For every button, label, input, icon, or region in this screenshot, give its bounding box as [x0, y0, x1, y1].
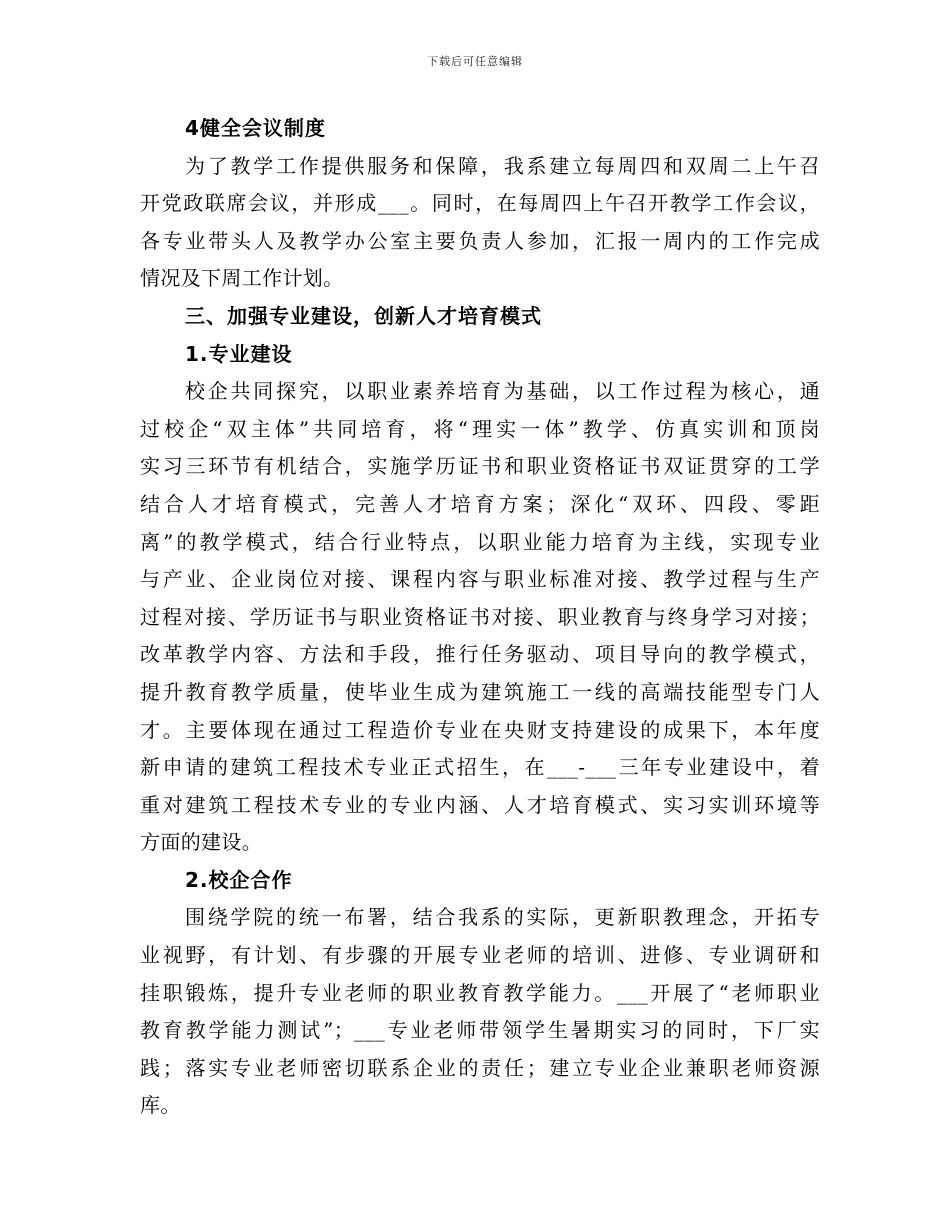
paragraph-line: 过程对接、学历证书与职业资格证书对接、职业教育与终身学习对接；: [140, 604, 820, 629]
paragraph-line: 践；落实专业老师密切联系企业的责任；建立专业企业兼职老师资源: [140, 1055, 820, 1080]
paragraph-line: 离”的教学模式，结合行业特点，以职业能力培育为主线，实现专业: [140, 529, 820, 554]
paragraph-line: 业视野，有计划、有步骤的开展专业老师的培训、进修、专业调研和: [140, 943, 820, 968]
paragraph-line: 与产业、企业岗位对接、课程内容与职业标准对接、教学过程与生产: [140, 567, 820, 592]
paragraph-line: 改革教学内容、方法和手段，推行任务驱动、项目导向的教学模式，: [140, 642, 820, 667]
paragraph-line: 围绕学院的统一布署，结合我系的实际，更新职教理念，开拓专: [185, 905, 820, 930]
document-body: [140, 110, 820, 1125]
paragraph-line: 提升教育教学质量，使毕业生成为建筑施工一线的高端技能型专门人: [140, 679, 820, 704]
paragraph-line: 校企共同探究，以职业素养培育为基础，以工作过程为核心，通: [185, 379, 820, 404]
paragraph-line: 挂职锻炼，提升专业老师的职业教育教学能力。___开展了“老师职业: [140, 980, 820, 1005]
paragraph-line: 方面的建设。: [140, 830, 263, 855]
paragraph-line: 过校企“双主体”共同培育，将“理实一体”教学、仿真实训和顶岗: [140, 416, 820, 441]
subsection-heading-school-enterprise: 2.校企合作: [185, 867, 293, 892]
paragraph-line: 库。: [140, 1093, 181, 1118]
subsection-heading-major-building: 1.专业建设: [185, 341, 293, 366]
paragraph-line: 重对建筑工程技术专业的专业内涵、人才培育模式、实习实训环境等: [140, 792, 820, 817]
paragraph-line: 情况及下周工作计划。: [140, 266, 344, 291]
paragraph-line: 为了教学工作提供服务和保障，我系建立每周四和双周二上午召: [185, 153, 820, 178]
paragraph-line: 开党政联席会议，并形成___。同时，在每周四上午召开教学工作会议，: [140, 191, 820, 216]
paragraph-line: 才。主要体现在通过工程造价专业在央财支持建设的成果下，本年度: [140, 717, 820, 742]
paragraph-line: 教育教学能力测试”；___专业老师带领学生暑期实习的同时，下厂实: [140, 1018, 820, 1043]
paragraph-line: 各专业带头人及教学办公室主要负责人参加，汇报一周内的工作完成: [140, 228, 820, 253]
section-heading-meeting-system: 4健全会议制度: [185, 116, 326, 140]
paragraph-line: 新申请的建筑工程技术专业正式招生，在___-___三年专业建设中，着: [140, 755, 820, 780]
paragraph-line: 结合人才培育模式，完善人才培育方案；深化“双环、四段、零距: [140, 491, 820, 516]
section-heading-professional-construction: 三、加强专业建设，创新人才培育模式: [185, 303, 542, 328]
page-header-note: 下载后可任意编辑: [427, 55, 523, 68]
paragraph-line: 实习三环节有机结合，实施学历证书和职业资格证书双证贯穿的工学: [140, 454, 820, 479]
